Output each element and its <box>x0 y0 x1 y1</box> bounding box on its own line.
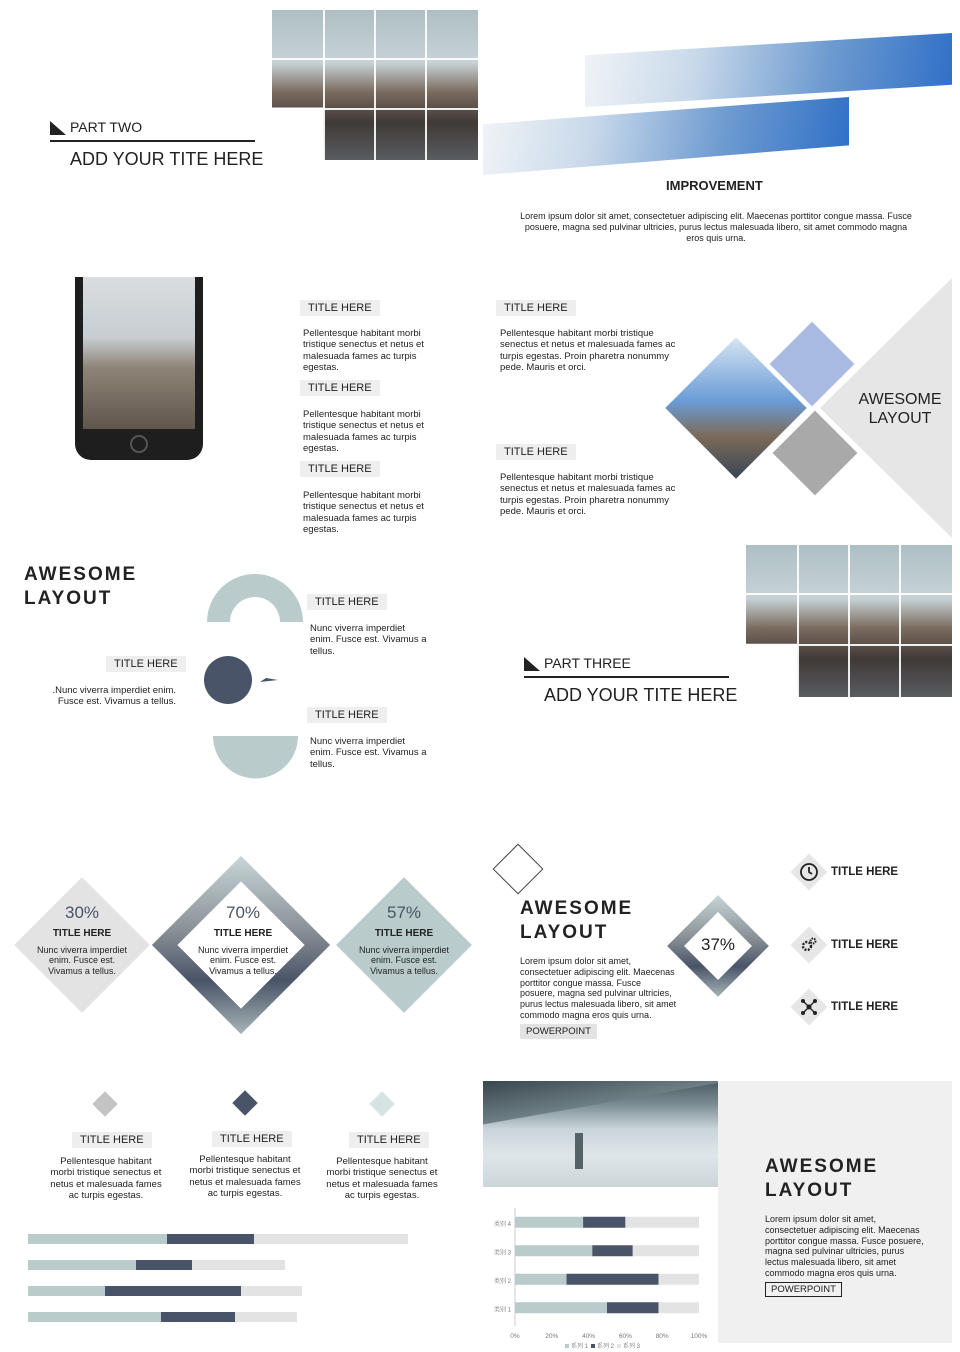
heading-line1: AWESOME <box>520 898 634 919</box>
chart-legend-swatch <box>565 1344 569 1348</box>
chart-x-tick-label: 100% <box>690 1333 708 1340</box>
part-label: PART TWO <box>70 119 143 135</box>
awesome-label-line2: LAYOUT <box>868 410 932 428</box>
bar-navy <box>161 1312 235 1322</box>
slide6-text: Lorem ipsum dolor sit amet, consectetuer adipiscing elit. Maecenas porttitor congue massa. Fusce posuere, magna sed pulvinar ultricies, purus lectus malesuada libero, sit amet commodo magna eros quis urna. <box>765 1214 924 1278</box>
improvement-heading: IMPROVEMENT <box>666 178 763 193</box>
bar-gray <box>254 1234 408 1244</box>
chart-bar-segment <box>607 1302 659 1313</box>
chart-bar-segment <box>567 1274 659 1285</box>
card-percent: 30% <box>64 903 100 922</box>
percent-card <box>195 903 291 976</box>
awesome-layout-label <box>850 390 950 428</box>
bridge-photo-grid <box>272 10 478 160</box>
item-title: TITLE HERE <box>300 300 380 316</box>
bar-gray <box>241 1286 302 1296</box>
item-text: Pellentesque habitant morbi tristique senectus et netus et malesuada fames ac turpis egestas. Proin pharetra nonummy pede. Mauris et orci. <box>500 328 676 374</box>
bottom-title: TITLE HERE <box>307 707 387 723</box>
phone-screen-photo <box>83 277 195 429</box>
bridge-deck <box>483 1081 718 1135</box>
navy-circle <box>204 656 252 704</box>
item-text: Pellentesque habitant morbi tristique senectus et netus et malesuada fames ac turpis egestas. <box>303 490 424 536</box>
chart-bar-segment <box>515 1217 583 1228</box>
chart-bar-segment <box>659 1302 699 1313</box>
bottom-text: Nunc viverra imperdiet enim. Fusce est. Vivamus a tellus. <box>310 736 427 770</box>
bar-gray <box>192 1260 285 1270</box>
chart-x-tick-label: 20% <box>545 1333 559 1340</box>
chart-x-tick-label: 0% <box>510 1333 520 1340</box>
gears-icon <box>799 935 819 955</box>
top-title: TITLE HERE <box>307 594 387 610</box>
item-title: TITLE HERE <box>212 1131 292 1147</box>
chart-category-label: 类别 3 <box>493 1250 511 1257</box>
percent-value: 37% <box>700 935 736 954</box>
divider <box>524 676 729 678</box>
gray-small-diamond <box>92 1091 117 1116</box>
section-title: ADD YOUR TITE HERE <box>70 149 264 169</box>
progress-bar-row <box>28 1312 297 1322</box>
card-text: Nunc viverra imperdiet enim. Fusce est. Vivamus a tellus. <box>358 945 450 976</box>
card-title: TITLE HERE <box>52 928 112 939</box>
stacked-bar-chart <box>483 1200 718 1350</box>
item-title: TITLE HERE <box>496 300 576 316</box>
bar-sage <box>28 1234 167 1244</box>
progress-bar-row <box>28 1260 285 1270</box>
right-gray-panel <box>718 1081 952 1343</box>
section-title: ADD YOUR TITE HERE <box>544 685 738 705</box>
item-title: TITLE HERE <box>300 380 380 396</box>
card-percent: 57% <box>386 903 422 922</box>
bar-navy <box>105 1286 241 1296</box>
chart-category-label: 类别 1 <box>493 1307 511 1314</box>
heading-line2: LAYOUT <box>24 587 113 609</box>
improvement-text: Lorem ipsum dolor sit amet, consectetuer adipiscing elit. Maecenas porttitor congue massa. Fusce posuere, magna sed pulvinar ultricies, purus lectus malesuada libero, sit amet commodo magna eros quis urna. <box>520 211 912 243</box>
divider <box>50 140 255 142</box>
awesome-label-line1: AWESOME <box>858 391 942 408</box>
arc-graphic <box>200 570 310 782</box>
chart-x-tick-label: 60% <box>618 1333 632 1340</box>
bridge-strip-photo-bottom <box>483 97 849 175</box>
card-text: Nunc viverra imperdiet enim. Fusce est. Vivamus a tellus. <box>36 945 128 976</box>
phone-home-button <box>130 435 148 453</box>
powerpoint-button[interactable]: POWERPOINT <box>765 1282 842 1297</box>
left-title: TITLE HERE <box>106 656 186 672</box>
phone-mockup <box>75 277 203 460</box>
chart-legend-label: 系列 2 <box>597 1344 615 1350</box>
bar-gray <box>235 1312 297 1322</box>
bridge-underside-photo <box>483 1081 718 1187</box>
bridge-pillar <box>575 1133 583 1169</box>
triangle-marker-icon <box>524 657 540 671</box>
card-title: TITLE HERE <box>374 928 434 939</box>
chart-category-label: 类别 2 <box>493 1278 511 1285</box>
chart-x-tick-label: 80% <box>655 1333 669 1340</box>
bridge-photo-grid <box>746 545 952 697</box>
chart-bar-segment <box>625 1217 699 1228</box>
chart-bar-segment <box>633 1245 699 1256</box>
item-title: TITLE HERE <box>72 1132 152 1148</box>
item-text: Pellentesque habitant morbi tristique senectus et netus et malesuada fames ac turpis egestas. <box>326 1156 438 1202</box>
navy-small-diamond <box>232 1090 257 1115</box>
progress-bars <box>28 1234 413 1324</box>
item-text: Pellentesque habitant morbi tristique senectus et netus et malesuada fames ac turpis egestas. <box>303 409 424 455</box>
triangle-marker-icon <box>50 121 66 135</box>
chart-bar-segment <box>515 1302 607 1313</box>
item-title: TITLE HERE <box>496 444 576 460</box>
outline-diamond <box>493 844 544 895</box>
bar-sage <box>28 1286 105 1296</box>
chart-legend-swatch <box>591 1344 595 1348</box>
progress-bar-row <box>28 1234 408 1244</box>
percent-card <box>34 903 130 976</box>
heading-line1: AWESOME <box>24 564 138 585</box>
item-text: Pellentesque habitant morbi tristique senectus et netus et malesuada fames ac turpis egestas. <box>303 328 424 374</box>
sage-small-diamond <box>369 1091 394 1116</box>
chart-bar-segment <box>515 1245 592 1256</box>
chart-bar-segment <box>583 1217 625 1228</box>
icon-item-title: TITLE HERE <box>831 939 899 951</box>
icon-item-title: TITLE HERE <box>831 866 899 878</box>
icon-item-title: TITLE HERE <box>831 1001 899 1013</box>
progress-bar-row <box>28 1286 302 1296</box>
bar-sage <box>28 1260 136 1270</box>
chart-legend-label: 系列 1 <box>571 1344 589 1350</box>
chart-x-tick-label: 40% <box>582 1333 596 1340</box>
heading-line1: AWESOME <box>765 1156 879 1177</box>
item-title: TITLE HERE <box>300 461 380 477</box>
slide4-heading <box>520 897 633 945</box>
slide6-heading <box>765 1155 878 1203</box>
heading-line2: LAYOUT <box>520 921 609 943</box>
powerpoint-button[interactable]: POWERPOINT <box>520 1024 597 1039</box>
item-title: TITLE HERE <box>349 1132 429 1148</box>
chart-legend-label: 系列 3 <box>623 1344 641 1350</box>
card-percent: 70% <box>225 903 261 922</box>
part-label: PART THREE <box>544 655 631 671</box>
slide4-text: Lorem ipsum dolor sit amet, consectetuer adipiscing elit. Maecenas porttitor congue massa. Fusce posuere, magna sed pulvinar ultricies, purus lectus malesuada libero, sit amet commodo magna eros quis urna. <box>520 956 677 1020</box>
item-text: Pellentesque habitant morbi tristique senectus et netus et malesuada fames ac turpis egestas. Proin pharetra nonummy pede. Mauris et orci. <box>500 472 676 518</box>
small-swoosh <box>260 678 278 682</box>
top-text: Nunc viverra imperdiet enim. Fusce est. Vivamus a tellus. <box>310 623 427 657</box>
clock-icon <box>799 862 819 882</box>
left-text: .Nunc viverra imperdiet enim. Fusce est. Vivamus a tellus. <box>52 685 176 708</box>
bar-sage <box>28 1312 161 1322</box>
chart-legend-swatch <box>617 1344 621 1348</box>
card-title: TITLE HERE <box>213 928 273 939</box>
item-text: Pellentesque habitant morbi tristique senectus et netus et malesuada fames ac turpis egestas. <box>50 1156 162 1202</box>
network-icon <box>799 997 819 1017</box>
bar-navy <box>167 1234 254 1244</box>
heading-line2: LAYOUT <box>765 1179 854 1201</box>
top-arc <box>207 574 303 622</box>
chart-category-label: 类别 4 <box>493 1221 511 1228</box>
bridge-strip-photo-top <box>585 33 952 107</box>
chart-bar-segment <box>592 1245 632 1256</box>
bar-navy <box>136 1260 192 1270</box>
slide3-heading <box>24 563 137 611</box>
card-text: Nunc viverra imperdiet enim. Fusce est. Vivamus a tellus. <box>197 945 289 976</box>
item-text: Pellentesque habitant morbi tristique senectus et netus et malesuada fames ac turpis egestas. <box>189 1154 301 1200</box>
bottom-arc <box>213 736 298 778</box>
percent-card <box>356 903 452 976</box>
chart-bar-segment <box>515 1274 567 1285</box>
chart-bar-segment <box>659 1274 699 1285</box>
